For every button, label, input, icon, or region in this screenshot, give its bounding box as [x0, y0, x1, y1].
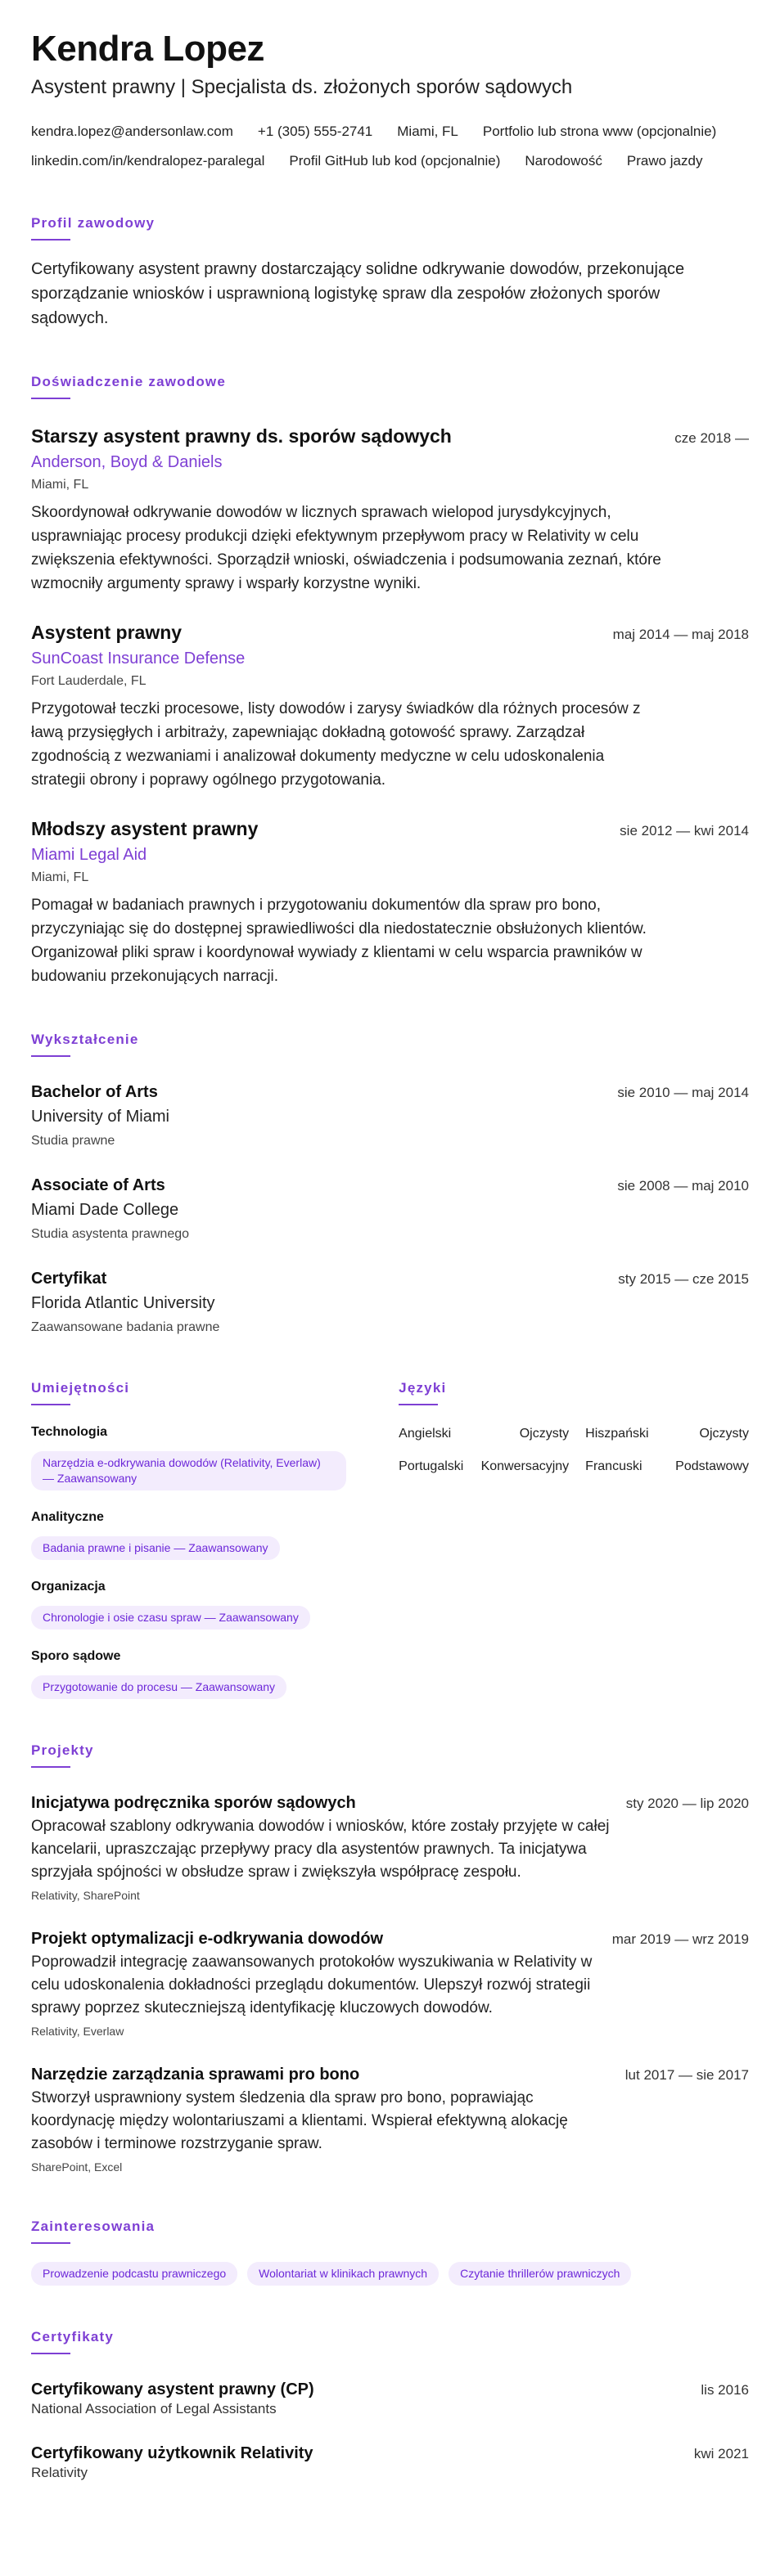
section-title: Projekty [31, 1742, 94, 1758]
section-title: Profil zawodowy [31, 215, 156, 231]
job-location: Miami, FL [31, 870, 89, 884]
interest-pill: Prowadzenie podcastu prawniczego [31, 2262, 237, 2286]
education-area: Studia asystenta prawnego [31, 1227, 190, 1241]
section-divider [31, 398, 70, 399]
linkedin-link[interactable]: linkedin.com/in/kendralopez-paralegal [31, 153, 265, 169]
education-area: Zaawansowane badania prawne [31, 1320, 220, 1334]
education-section [31, 1031, 749, 1337]
project-entry [31, 2064, 749, 2175]
languages-grid [399, 1425, 749, 1476]
project-description: Opracował szablony odkrywania dowodów i wniosków, które zostały przyjęte w całej kancelarii, upraszczając przepływy pracy dla asystentów prawnych. Ta inicjatywa sprzyjała spójności w obsłudze spraw i zwiększyła współpracę zespołu. [31, 1818, 610, 1881]
job-title: Młodszy asystent prawny [31, 818, 259, 839]
language-name: Portugalski [399, 1459, 464, 1473]
interests-section [31, 2218, 749, 2286]
project-name: Inicjatywa podręcznika sporów sądowych [31, 1794, 356, 1812]
location-text: Miami, FL [397, 124, 458, 139]
certificate-entry [31, 2379, 749, 2418]
language-name: Hiszpański [585, 1427, 649, 1441]
project-keywords: Relativity, Everlaw [31, 2025, 124, 2038]
skill-group-name: Technologia [31, 1425, 108, 1439]
section-divider [31, 2242, 70, 2244]
skill-pill: Przygotowanie do procesu — Zaawansowany [31, 1675, 286, 1699]
phone-link[interactable]: +1 (305) 555-2741 [257, 124, 373, 139]
job-entry [31, 424, 749, 596]
section-title: Umiejętności [31, 1380, 130, 1396]
skill-group-name: Organizacja [31, 1580, 106, 1594]
language-name: Francuski [585, 1459, 642, 1473]
section-title: Certyfikaty [31, 2329, 115, 2344]
languages-section [399, 1379, 749, 1699]
email-link[interactable]: kendra.lopez@andersonlaw.com [31, 124, 233, 139]
project-entry [31, 1928, 749, 2039]
project-date: mar 2019 — wrz 2019 [611, 1931, 749, 1947]
portfolio-link[interactable]: Portfolio lub strona www (opcjonalnie) [482, 124, 717, 139]
job-entry [31, 620, 749, 792]
section-divider [31, 2353, 70, 2354]
job-description: Przygotował teczki procesowe, listy dowodów i zarysy świadków dla różnych procesów z ławą przysięgłych i arbitraży, zapewniając dokładną gotowość sprawy. Zarządzał zgodnością z wezwaniami i analizował dokumenty medyczne w celu udoskonalenia strategii obrony i poprawy ogólnego przygotowania. [31, 700, 641, 789]
section-divider [399, 1404, 438, 1405]
education-degree: Associate of Arts [31, 1176, 165, 1194]
education-entry [31, 1081, 749, 1150]
project-date: lut 2017 — sie 2017 [624, 2067, 749, 2083]
job-location: Fort Lauderdale, FL [31, 674, 147, 688]
certificate-issuer: National Association of Legal Assistants [31, 2401, 277, 2416]
project-description: Stworzył usprawniony system śledzenia dla spraw pro bono, poprawiając koordynację między wolontariuszami a klientami. Wspierał efektywną alokację zasobów i terminowe rozstrzyganie spraw. [31, 2089, 568, 2152]
summary-section [31, 214, 749, 330]
education-school: Florida Atlantic University [31, 1294, 215, 1312]
job-date: maj 2014 — maj 2018 [612, 627, 749, 642]
project-keywords: Relativity, SharePoint [31, 1889, 140, 1902]
skill-group [31, 1578, 399, 1630]
job-description: Skoordynował odkrywanie dowodów w licznych sprawach wielopod jurysdykcyjnych, usprawniając procesy produkcji dzięki efektywnym przepływom pracy w Relativity w celu zwiększenia efektywności. Sporządził wnioski, oświadczenia i podsumowania zeznań, które wzmocniły argumenty sprawy i wsparły korzystne wyniki. [31, 504, 661, 592]
interests-list [31, 2262, 749, 2286]
certificate-name: Certyfikowany użytkownik Relativity [31, 2444, 313, 2462]
skill-pill: Badania prawne i pisanie — Zaawansowany [31, 1536, 280, 1560]
education-school: University of Miami [31, 1108, 169, 1126]
job-title: Asystent prawny [31, 622, 183, 643]
candidate-name: Kendra Lopez [31, 29, 264, 69]
skill-pill: Narzędzia e-odkrywania dowodów (Relativity, Everlaw) — Zaawansowany [31, 1451, 346, 1490]
job-entry [31, 816, 749, 988]
education-entry [31, 1175, 749, 1243]
section-divider [31, 1404, 70, 1405]
education-date: sie 2008 — maj 2010 [617, 1178, 749, 1194]
certificate-date: kwi 2021 [693, 2446, 749, 2461]
project-date: sty 2020 — lip 2020 [625, 1796, 749, 1811]
nationality-text: Narodowość [525, 153, 602, 169]
skill-group [31, 1648, 399, 1699]
skills-section [31, 1379, 399, 1699]
education-area: Studia prawne [31, 1134, 115, 1148]
section-divider [31, 239, 70, 241]
skills-languages-row [31, 1379, 749, 1699]
experience-section [31, 373, 749, 988]
language-level: Ojczysty [699, 1427, 749, 1441]
certificate-issuer: Relativity [31, 2465, 88, 2480]
language-name: Angielski [399, 1427, 452, 1441]
education-degree: Bachelor of Arts [31, 1083, 158, 1101]
education-entry [31, 1268, 749, 1337]
skill-group-name: Sporo sądowe [31, 1649, 121, 1663]
section-title: Zainteresowania [31, 2219, 156, 2234]
certificates-section [31, 2328, 749, 2482]
project-entry [31, 1792, 749, 1904]
education-date: sty 2015 — cze 2015 [618, 1271, 749, 1287]
projects-section [31, 1742, 749, 2175]
summary-text: Certyfikowany asystent prawny dostarczający solidne odkrywanie dowodów, przekonujące sporządzanie wniosków i usprawnioną logistykę spraw dla zespołów złożonych sporów sądowych. [31, 260, 685, 327]
github-link[interactable]: Profil GitHub lub kod (opcjonalnie) [289, 153, 501, 169]
job-company: Miami Legal Aid [31, 846, 147, 864]
language-level: Podstawowy [675, 1459, 749, 1473]
job-date: cze 2018 — [674, 430, 749, 446]
skill-group [31, 1423, 399, 1490]
skill-pill: Chronologie i osie czasu spraw — Zaawansowany [31, 1606, 310, 1630]
job-location: Miami, FL [31, 478, 89, 492]
section-divider [31, 1055, 70, 1057]
candidate-headline: Asystent prawny | Specjalista ds. złożonych sporów sądowych [31, 76, 573, 98]
project-description: Poprowadził integrację zaawansowanych protokołów wyszukiwania w Relativity w celu udoskonalenia dokładności przeglądu dokumentów. Ulepszył rozwój strategii sprawy poprzez skuteczniejszą identyfikację kluczowych dowodów. [31, 1953, 593, 2016]
project-name: Projekt optymalizacji e-odkrywania dowodów [31, 1930, 384, 1948]
contact-row [31, 151, 749, 172]
language-level: Konwersacyjny [480, 1459, 570, 1473]
interest-pill: Czytanie thrillerów prawniczych [449, 2262, 631, 2286]
job-title: Starszy asystent prawny ds. sporów sądowych [31, 425, 452, 447]
project-name: Narzędzie zarządzania sprawami pro bono [31, 2066, 360, 2084]
certificate-name: Certyfikowany asystent prawny (CP) [31, 2380, 314, 2398]
contact-info [31, 121, 749, 172]
job-description: Pomagał w badaniach prawnych i przygotowaniu dokumentów dla spraw pro bono, przyczyniając się do dostępnej sprawiedliwości dla niedostatecznie obsłużonych klientów. Organizował pliki spraw i koordynował wywiady z klientami w celu wsparcia prawników w budowaniu przekonujących narracji. [31, 897, 647, 985]
section-title: Wykształcenie [31, 1032, 139, 1047]
driving-license-text: Prawo jazdy [626, 153, 703, 169]
interest-pill: Wolontariat w klinikach prawnych [247, 2262, 439, 2286]
education-school: Miami Dade College [31, 1201, 179, 1219]
section-title: Języki [399, 1380, 447, 1396]
project-keywords: SharePoint, Excel [31, 2160, 123, 2174]
language-level: Ojczysty [519, 1427, 570, 1441]
certificate-date: lis 2016 [701, 2382, 749, 2398]
education-date: sie 2010 — maj 2014 [617, 1085, 749, 1100]
education-degree: Certyfikat [31, 1270, 107, 1288]
section-divider [31, 1766, 70, 1768]
job-company: Anderson, Boyd & Daniels [31, 453, 223, 471]
contact-row [31, 121, 749, 142]
certificate-entry [31, 2443, 749, 2482]
job-date: sie 2012 — kwi 2014 [620, 823, 749, 838]
skill-group-name: Analityczne [31, 1510, 104, 1524]
section-title: Doświadczenie zawodowe [31, 374, 227, 389]
job-company: SunCoast Insurance Defense [31, 650, 246, 668]
skill-group [31, 1508, 399, 1560]
